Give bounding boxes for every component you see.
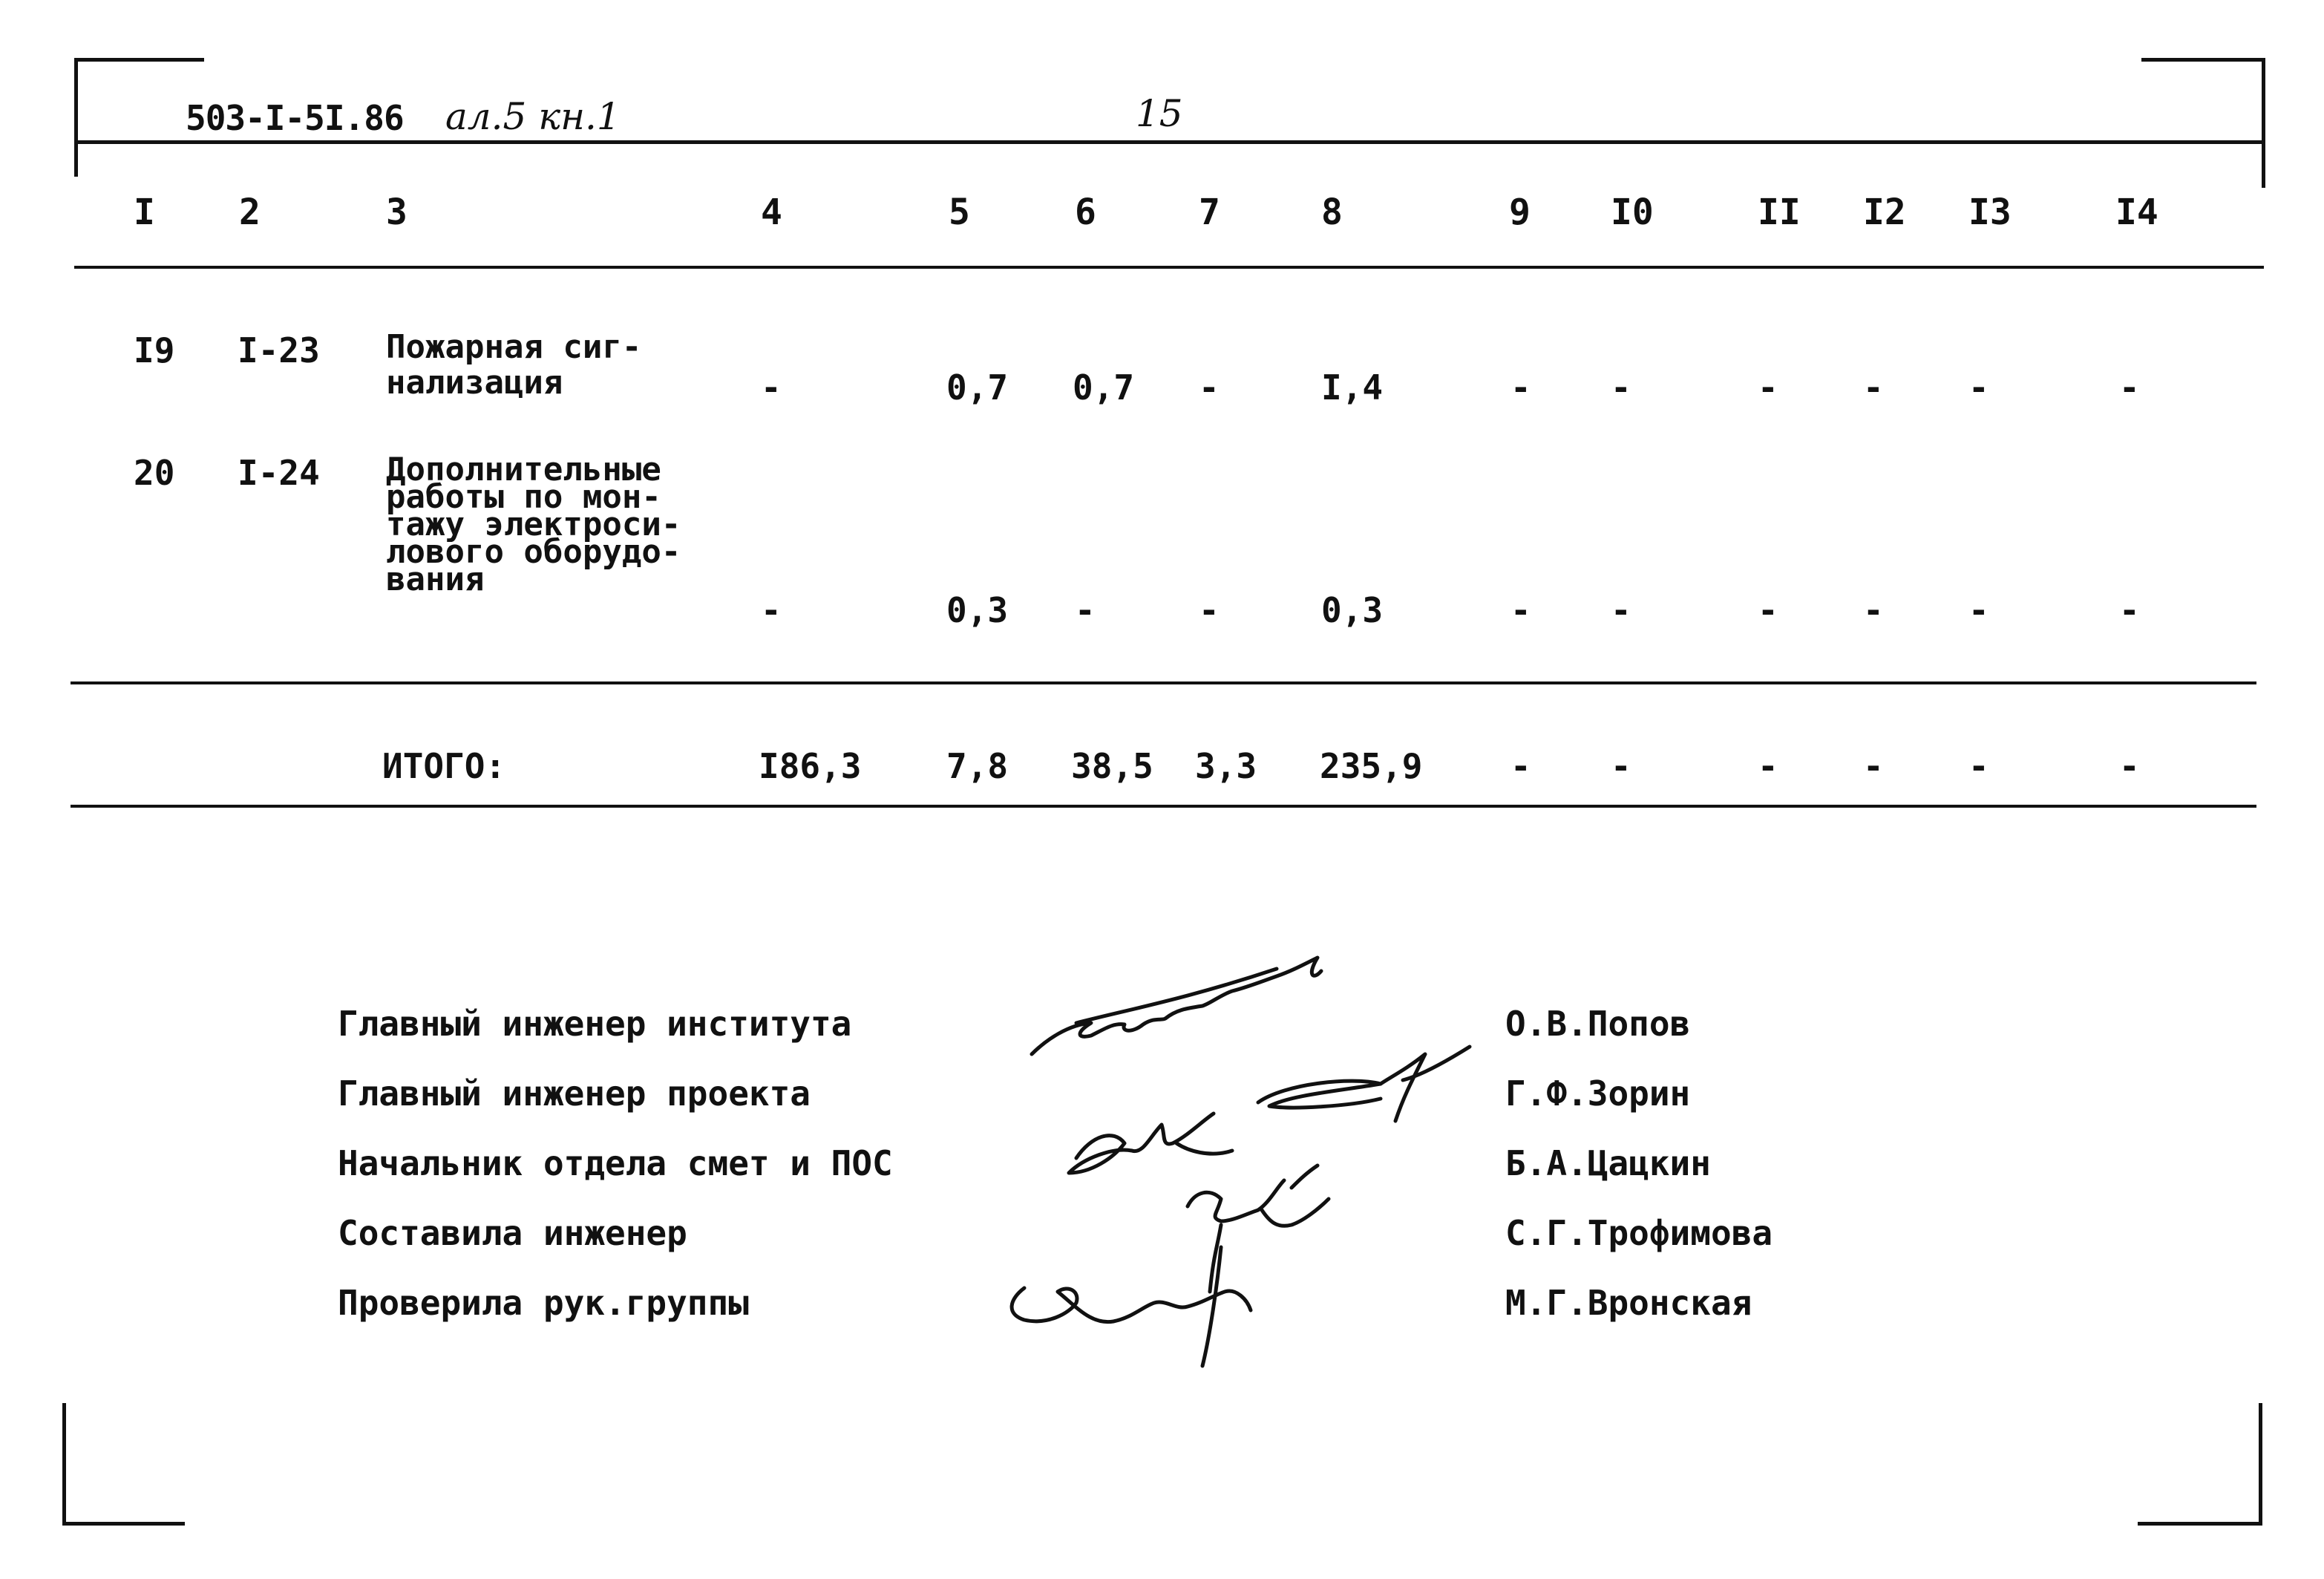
page-number: 15 [1136,92,1183,135]
row-20-desc-line-3: тажу электроси- [386,506,681,543]
frame-corner-bottom-left-h [62,1522,185,1526]
row-20-desc-line-2: работы по мон- [386,478,661,516]
row-20-col8: 0,3 [1321,590,1384,630]
total-label: ИТОГО: [382,746,506,786]
frame-corner-bottom-right-h [2138,1522,2262,1526]
row-20-desc-line-4: лового оборудо- [386,533,681,571]
row-19-number: I9 [134,330,175,370]
row-19-col8: I,4 [1321,367,1384,408]
column-number-2: 2 [239,192,261,233]
row-19-ref: I-23 [238,330,320,370]
column-number-4: 4 [761,192,782,233]
column-number-13: I3 [1968,192,2012,233]
row-20-number: 20 [134,453,175,493]
total-col6: 38,5 [1071,746,1153,786]
column-number-12: I2 [1863,192,1906,233]
row-19-col11: - [1758,367,1778,408]
row-19-desc-line-2: нализация [386,364,563,402]
row-19-col9: - [1510,367,1531,408]
row-19-col13: - [1968,367,1989,408]
column-number-8: 8 [1321,192,1343,233]
frame-corner-bottom-left [62,1403,66,1526]
signature-name-1: О.В.Попов [1505,1004,1691,1044]
body-rule [71,681,2256,684]
total-col14: - [2119,746,2140,786]
row-20-col14: - [2119,590,2140,630]
signature-role-3: Начальник отдела смет и ПОС [338,1143,893,1183]
signature-role-1: Главный инженер института [338,1004,852,1044]
row-19-col12: - [1863,367,1884,408]
row-20-col6: - [1075,590,1096,630]
row-19-col4: - [761,367,782,408]
row-20-col10: - [1611,590,1631,630]
frame-corner-top-right-h [2141,58,2265,62]
signature-role-4: Составила инженер [338,1213,687,1253]
row-20-col5: 0,3 [946,590,1009,630]
row-19-col14: - [2119,367,2140,408]
total-col11: - [1758,746,1778,786]
row-20-col11: - [1758,590,1778,630]
row-20-desc-line-5: вания [386,560,485,598]
document-annotation: ал.5 кн.1 [445,95,621,138]
row-19-col5: 0,7 [946,367,1009,408]
column-number-11: II [1758,192,1801,233]
signature-4-stroke [1012,1225,1251,1366]
signature-2b-stroke [1069,1114,1232,1173]
total-col10: - [1611,746,1631,786]
row-20-col7: - [1199,590,1220,630]
header-rule [74,140,2265,144]
total-col5: 7,8 [946,746,1009,786]
column-number-6: 6 [1075,192,1096,233]
total-col4: I86,3 [759,746,862,786]
row-20-desc-line-1: Дополнительные [386,451,661,488]
signature-2-stroke [1258,1047,1470,1121]
column-number-9: 9 [1509,192,1531,233]
column-number-7: 7 [1199,192,1220,233]
signature-role-5: Проверила рук.группы [338,1283,749,1323]
frame-corner-top-right [2262,58,2265,188]
signature-name-5: М.Г.Вронская [1505,1283,1752,1323]
total-col8: 235,9 [1320,746,1423,786]
column-number-3: 3 [386,192,407,233]
frame-corner-bottom-right [2259,1403,2262,1526]
column-number-1: I [134,192,155,233]
row-19-col7: - [1199,367,1220,408]
signature-name-4: С.Г.Трофимова [1505,1213,1773,1253]
total-col12: - [1863,746,1884,786]
column-header-rule [74,266,2264,269]
signature-name-2: Г.Ф.Зорин [1505,1073,1691,1114]
signature-1-stroke [1032,958,1321,1054]
row-20-col4: - [761,590,782,630]
row-19-col6: 0,7 [1073,367,1135,408]
signature-3-stroke [1188,1166,1329,1226]
row-20-col9: - [1510,590,1531,630]
total-col7: 3,3 [1195,746,1257,786]
document-code: 503-I-5I.86 [186,98,404,138]
column-number-10: I0 [1611,192,1654,233]
column-number-14: I4 [2115,192,2158,233]
signature-name-3: Б.А.Цацкин [1505,1143,1711,1183]
handwritten-signatures [965,935,1499,1381]
total-rule [71,805,2256,808]
row-19-col10: - [1611,367,1631,408]
row-20-col12: - [1863,590,1884,630]
signature-role-2: Главный инженер проекта [338,1073,811,1114]
frame-corner-top-left [74,58,78,177]
total-col9: - [1510,746,1531,786]
column-number-5: 5 [949,192,970,233]
frame-corner-top-left-h [74,58,204,62]
row-20-ref: I-24 [238,453,320,493]
row-20-col13: - [1968,590,1989,630]
row-19-desc-line-1: Пожарная сиг- [386,328,642,366]
total-col13: - [1968,746,1989,786]
